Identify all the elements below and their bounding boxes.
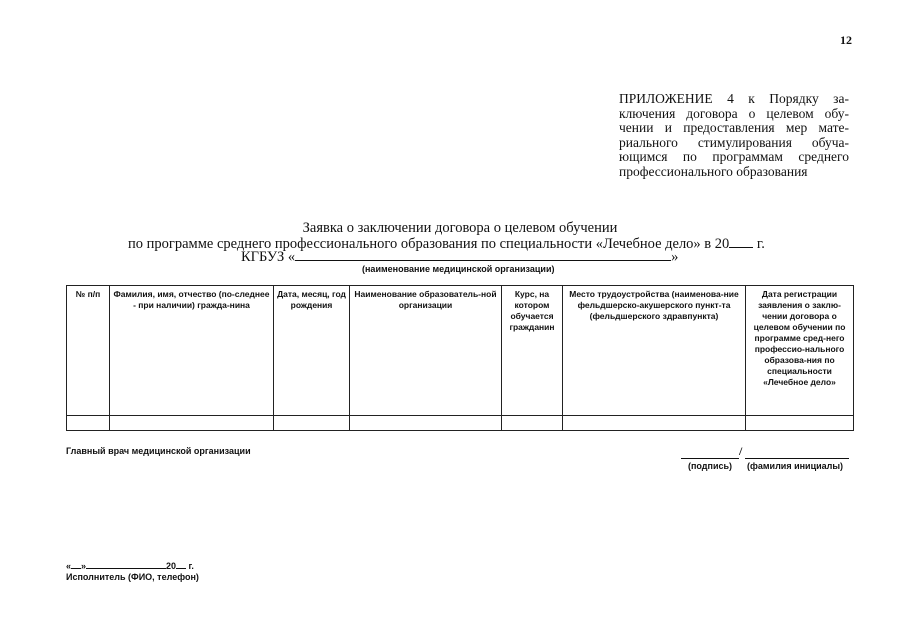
signature-blank [681,446,739,459]
applications-table [66,285,854,431]
organization-caption: (наименование медицинской организации) [362,264,555,274]
executor-label: Исполнитель (ФИО, телефон) [66,572,199,582]
column-header: Дата, месяц, год рождения [274,286,350,416]
date-close-quote: » [81,561,87,571]
signature-line [681,446,849,458]
table-header-row [67,286,854,416]
appendix-line: ющимся по программам среднего [619,149,849,164]
subtitle-text: по программе среднего профессионального образования по специальности «Лечебное дело» в 20 [128,236,730,252]
signature-slash: / [739,444,743,458]
year-blank [176,559,186,569]
table-row [67,416,854,431]
name-blank [745,446,849,459]
column-header: Фамилия, имя, отчество (по-следнее - при наличии) гражда-нина [110,286,274,416]
appendix-line: риального стимулирования обуча- [619,134,849,150]
appendix-line: ключения договора о целевом обу- [619,105,849,121]
appendix-line: чении и предоставления мер мате- [619,120,849,135]
table-cell[interactable] [563,416,746,431]
month-blank [86,559,166,569]
signature-caption: (подпись) [688,461,733,471]
appendix-line: профессионального образования [619,163,808,179]
table-cell[interactable] [274,416,350,431]
table-cell[interactable] [110,416,274,431]
table-cell[interactable] [350,416,502,431]
day-blank [71,559,81,569]
subtitle-suffix: г. [753,236,765,252]
date-open-quote: « [66,561,72,571]
year-blank [729,235,753,248]
column-header: Дата регистрации заявления о заклю-чении договора о целевом обучении по программе сред-него профессио-нального образова-ния по специальности «Лечебное дело» [746,286,854,416]
org-suffix: » [671,249,679,265]
head-doctor-label: Главный врач медицинской организации [66,446,251,456]
table-cell[interactable] [746,416,854,431]
org-prefix: КГБУЗ « [241,249,296,265]
table-cell[interactable] [502,416,563,431]
document-title: Заявка о заключении договора о целевом обучении [302,220,618,236]
column-header: № п/п [67,286,110,416]
appendix-note [619,92,849,179]
appendix-line: ПРИЛОЖЕНИЕ 4 к Порядку за- [619,91,849,106]
table-cell[interactable] [67,416,110,431]
column-header: Курс, на котором обучается гражданин [502,286,563,416]
column-header: Наименование образователь-ной организации [350,286,502,416]
date-year: 20 [166,561,177,571]
column-header: Место трудоустройства (наименова-ние фельдшерско-акушерского пункт-та (фельдшерского здравпункта) [563,286,746,416]
date-line [66,559,194,571]
organization-blank [295,248,671,261]
name-caption: (фамилия инициалы) [747,461,844,471]
date-suffix: г. [186,561,194,571]
page-number: 12 [840,33,852,47]
